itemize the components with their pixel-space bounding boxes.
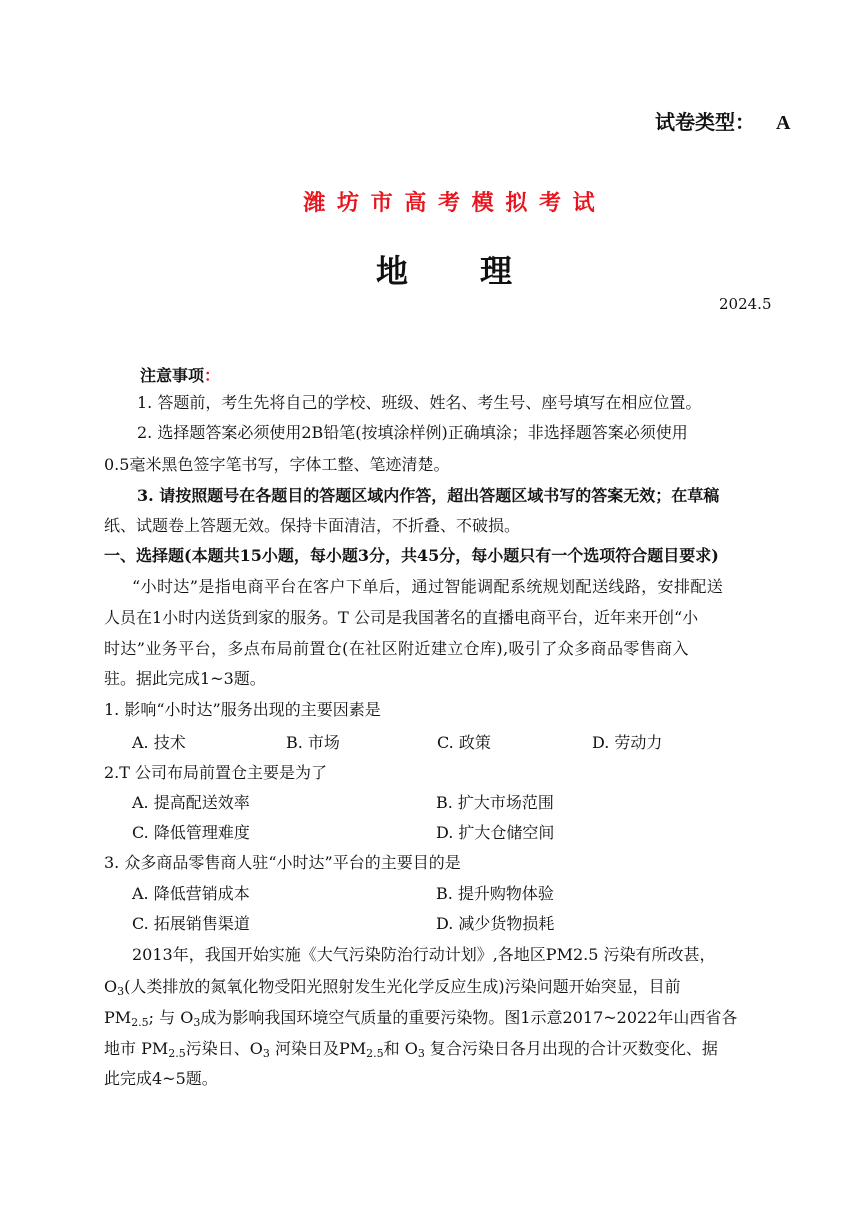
question-1-option-a: A. 技术 (132, 733, 186, 752)
notice-title (140, 363, 220, 386)
notice-title-text: 注意事项 (140, 366, 205, 385)
section-1-heading: 一、选择题(本题共15小题，每小题3分，共45分，每小题只有一个选项符合题目要求) (104, 546, 719, 565)
pm-symbol: PM (104, 1008, 132, 1027)
question-1-option-b: B. 市场 (286, 733, 340, 752)
question-2-option-a: A. 提高配送效率 (132, 793, 250, 812)
passage-2-line-4 (104, 1039, 718, 1064)
notice-item-3-line-1: 3. 请按照题号在各题目的答题区域内作答，超出答题区域书写的答案无效；在草稿 (137, 486, 720, 505)
question-3-option-b: B. 提升购物体验 (436, 884, 554, 903)
question-3-option-c: C. 拓展销售渠道 (132, 914, 250, 933)
o3-subscript: 3 (117, 985, 125, 998)
question-1-option-c: C. 政策 (437, 733, 491, 752)
passage-2-line-4-a: 地市 PM (104, 1039, 169, 1058)
passage-2-line-2-text: (人类排放的氮氧化物受阳光照射发生光化学反应生成)污染问题开始突显，目前 (124, 977, 681, 996)
question-1-stem: 1. 影响“小时达”服务出现的主要因素是 (104, 700, 381, 719)
notice-item-2-line-2: 0.5毫米黑色签字笔书写，字体工整、笔迹清楚。 (104, 455, 450, 474)
pm-subscript: 2.5 (168, 1047, 186, 1060)
notice-item-2-line-1: 2. 选择题答案必须使用2B铅笔(按填涂样例)正确填涂；非选择题答案必须使用 (137, 423, 688, 442)
o3-subscript: 3 (417, 1047, 425, 1060)
subject-title (376, 246, 512, 292)
pm-subscript: 2.5 (366, 1047, 384, 1060)
notice-item-1: 1. 答题前，考生先将自己的学校、班级、姓名、考生号、座号填写在相应位置。 (137, 393, 702, 412)
passage-2-line-4-b: 污染日、O (185, 1039, 263, 1058)
passage-1-line-2: 人员在1小时内送货到家的服务。T 公司是我国著名的直播电商平台，近年来开创“小 (104, 608, 699, 627)
passage-1-line-3: 时达”业务平台，多点布局前置仓(在社区附近建立仓库),吸引了众多商品零售商入 (104, 639, 689, 658)
question-2-option-d: D. 扩大仓储空间 (436, 823, 555, 842)
question-2-option-c: C. 降低管理难度 (132, 823, 250, 842)
paper-type (655, 106, 790, 135)
pm-subscript: 2.5 (131, 1016, 149, 1029)
passage-1-line-1: “小时达”是指电商平台在客户下单后，通过智能调配系统规划配送线路，安排配送 (132, 577, 724, 596)
question-1-option-d: D. 劳动力 (592, 733, 663, 752)
passage-2-line-3 (104, 1008, 737, 1033)
passage-2-line-1: 2013年，我国开始实施《大气污染防治行动计划》,各地区PM2.5 污染有所改甚， (132, 945, 716, 964)
question-3-option-a: A. 降低营销成本 (132, 884, 250, 903)
exam-date: 2024.5 (719, 295, 772, 313)
passage-2-line-3-mid: ; 与 O (148, 1008, 194, 1027)
notice-item-3-line-2: 纸、试题卷上答题无效。保持卡面清洁，不折叠、不破损。 (104, 516, 521, 535)
question-3-stem: 3. 众多商品零售商人驻“小时达”平台的主要目的是 (104, 853, 461, 872)
passage-1-line-4: 驻。据此完成1~3题。 (104, 669, 266, 688)
passage-2-line-5: 此完成4~5题。 (104, 1069, 218, 1088)
o3-subscript: 3 (193, 1016, 201, 1029)
subject-char-2: 理 (480, 252, 513, 290)
passage-2-line-4-c: 河染日及PM (269, 1039, 367, 1058)
passage-2-line-4-d: 和 O (383, 1039, 418, 1058)
passage-2-line-4-e: 复合污染日各月出现的合计灭数变化、据 (424, 1039, 718, 1058)
passage-2-line-3-text: 成为影响我国环境空气质量的重要污染物。图1示意2017~2022年山西省各 (200, 1008, 738, 1027)
question-3-option-d: D. 减少货物损耗 (436, 914, 555, 933)
paper-type-value: A (775, 112, 791, 134)
notice-title-colon: ： (204, 366, 221, 385)
paper-type-label: 试卷类型： (655, 110, 755, 134)
exam-title: 潍 坊 市 高 考 模 拟 考 试 (303, 191, 597, 216)
question-2-option-b: B. 扩大市场范围 (436, 793, 554, 812)
o3-symbol: O (104, 977, 118, 996)
o3-subscript: 3 (262, 1047, 270, 1060)
subject-char-1: 地 (376, 252, 409, 290)
question-2-stem: 2.T 公司布局前置仓主要是为了 (104, 763, 328, 782)
passage-2-line-2 (104, 977, 681, 1002)
